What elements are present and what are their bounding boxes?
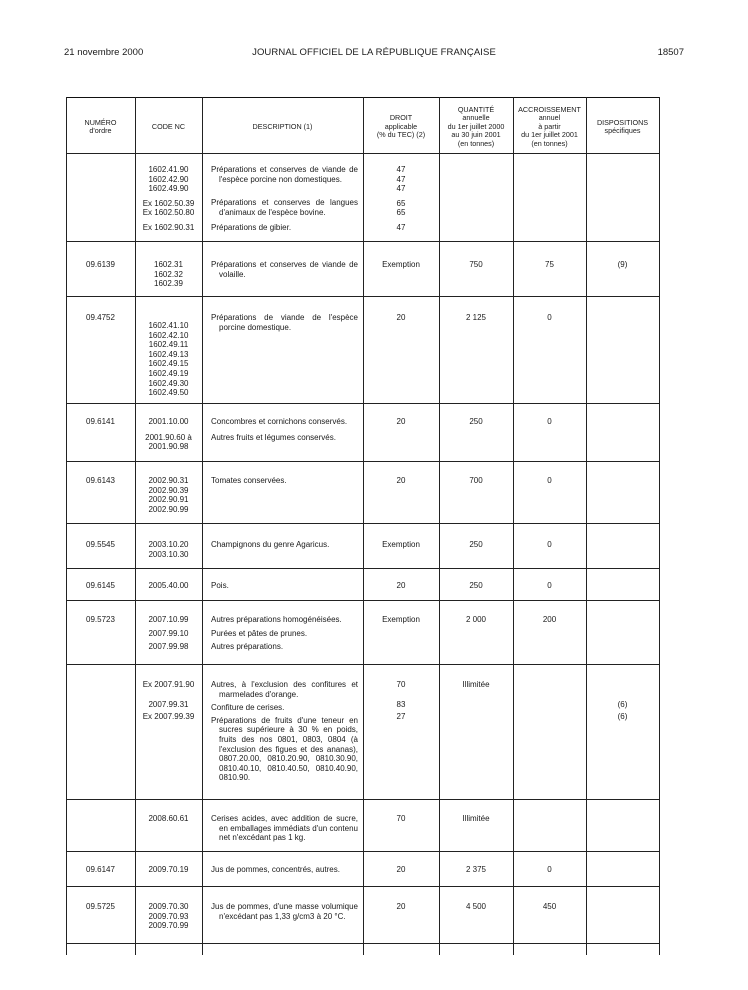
description-text: Autres préparations. [211,642,284,652]
droit-value: 20 [396,313,406,322]
table-row-codes [135,165,202,233]
description-text: Préparations de fruits d'une teneur en sucres supérieure à 30 % en poids, fruits des nos 0801, 0803, 0804 (à l'exclusion des figues et des ananas), 0807.20.00, 0810.20.90, 0810.30.90, 0810.40.10, 0810.40.50, 0810.40.90, 0810.90. [211,715,358,783]
description-text: Préparations et conserves de langues d'animaux de l'espèce bovine. [211,198,358,217]
dispositions-value: (9) [617,260,628,269]
header-label: d'ordre [89,126,112,135]
header-label: (en tonnes) [457,138,495,148]
table-row-description [211,313,358,332]
droit-value: 20 [396,476,406,485]
order-number: 09.5723 [86,615,115,624]
code-nc: 2002.90.39 [148,485,189,495]
table-row-description [211,476,358,486]
droit-value: 47 [396,165,406,174]
header-label: DISPOSITIONS [596,117,649,127]
code-nc: 1602.41.10 [148,321,189,330]
quantite-value: 750 [469,260,483,269]
header-label: du 1er juillet 2001 [521,130,578,140]
code-nc: 2001.10.00 [148,417,189,426]
quantite-value: Illimitée [462,680,490,689]
order-number: 09.6145 [86,581,115,590]
quantite-value: 250 [469,540,483,549]
table-row-description [211,615,358,652]
code-nc: 2002.90.91 [148,495,189,505]
description-text: Cerises acides, avec addition de sucre, en emballages immédiats d'un contenu net n'excédant pas 1 kg. [211,814,358,843]
description-text: Tomates conservées. [211,476,287,485]
quantite-value: 2 125 [465,313,487,322]
spacer [363,690,439,700]
column-border [439,97,440,955]
order-number: 09.6139 [86,260,115,269]
table-row-codes [135,680,202,722]
quantite-value: 4 500 [465,902,487,911]
accroissement-value: 75 [545,260,554,269]
code-nc: 2007.99.98 [148,642,189,652]
header-label: du 1er juillet 2000 [447,121,505,131]
header-numero [66,103,135,151]
code-nc: 1602.39 [154,279,183,289]
table-row-droits [363,680,439,722]
accroissement-value: 200 [542,615,557,624]
table-row-dispositions [586,680,659,722]
quantite-value: 2 000 [465,615,487,624]
description-text: Jus de pommes, d'une masse volumique n'excédant pas 1,33 g/cm3 à 20 °C. [211,902,358,921]
column-border [202,97,203,955]
header-label: annuel [538,113,561,123]
table-row-description [211,165,358,233]
header-label: DESCRIPTION (1) [252,121,313,131]
code-nc: 2003.10.30 [148,549,189,559]
table-row-codes [135,260,202,289]
header-label: DROIT [389,113,413,123]
code-nc: Ex 2007.99.39 [142,712,195,722]
code-nc: 1602.32 [154,269,183,279]
page-number: 18507 [657,47,684,58]
table-row-codes [135,615,202,652]
code-nc: 2007.10.99 [148,615,189,624]
spacer [135,690,202,700]
table-row-description [211,865,358,875]
accroissement-value: 0 [547,865,552,874]
column-border [66,97,67,955]
header-label: NUMÉRO [84,117,117,127]
description-text: Préparations et conserves de viande de volaille. [211,260,358,279]
code-nc: 2001.90.60 à [145,432,192,442]
droit-value: Exemption [382,260,420,269]
header-quantite [439,103,513,151]
code-nc: 2009.70.19 [148,865,189,874]
page-date: 21 novembre 2000 [64,47,144,58]
code-nc: 2002.90.31 [148,476,189,485]
accroissement-value: 0 [547,476,552,485]
spacer [586,680,659,700]
table-row-codes [135,540,202,559]
header-dispositions [586,103,659,151]
table-row-description [211,680,358,783]
description-text: Pois. [211,581,229,590]
code-nc: 2009.70.99 [148,921,189,931]
quantite-value: 250 [469,581,483,590]
description-text: Préparations et conserves de viande de l'espèce porcine non domestiques. [211,165,358,184]
table-row-droits [363,165,439,233]
droit-value: 20 [396,581,406,590]
code-nc: 2003.10.20 [148,540,189,549]
droit-value: 83 [396,699,406,709]
header-label: applicable [384,121,418,131]
code-nc: 1602.31 [154,260,183,269]
droit-value: Exemption [382,540,420,549]
code-nc: 1602.49.11 [148,340,189,350]
code-nc: 2009.70.30 [148,902,189,911]
code-nc: 1602.42.90 [148,174,189,184]
header-label: (% du TEC) (2) [376,130,426,140]
spacer [135,313,202,321]
header-label: CODE NC [151,121,186,131]
table-row-codes [135,902,202,931]
tariff-quota-table [66,97,659,955]
table-row-codes [135,313,202,398]
table-row-codes [135,476,202,514]
quantite-value: 250 [469,417,483,426]
droit-value: 27 [396,712,406,722]
dispositions-value: (6) [617,699,628,709]
accroissement-value: 0 [547,417,552,426]
header-label: annuelle [462,113,490,123]
code-nc: 1602.49.19 [148,368,189,378]
column-border [659,97,660,955]
order-number: 09.5545 [86,540,115,549]
droit-value: 20 [396,902,406,911]
accroissement-value: 450 [542,902,557,911]
code-nc: 1602.41.90 [148,165,189,174]
droit-value: 47 [396,184,406,194]
code-nc: 1602.49.30 [148,378,189,388]
droit-value: Exemption [382,615,420,624]
header-label: spécifiques [604,126,641,135]
order-number: 09.5725 [86,902,115,911]
code-nc: 1602.49.90 [148,184,189,194]
droit-value: 20 [396,417,406,426]
accroissement-value: 0 [547,581,552,590]
journal-title: JOURNAL OFFICIEL DE LA RÉPUBLIQUE FRANÇAISE [252,47,496,58]
droit-value: 70 [396,680,406,689]
code-nc: 2001.90.98 [148,442,189,452]
droit-value: 20 [396,865,406,874]
code-nc: 2009.70.93 [148,911,189,921]
header-accroissement [513,103,586,151]
description-text: Concombres et cornichons conservés. [211,417,348,426]
code-nc: 2008.60.61 [148,814,189,823]
description-text: Autres fruits et légumes conservés. [211,432,336,442]
code-nc: 2007.99.10 [148,628,189,638]
accroissement-value: 0 [547,540,552,549]
droit-value: 70 [396,814,406,823]
description-text: Autres, à l'exclusion des confitures et marmelades d'orange. [211,680,358,699]
droit-value: 65 [396,208,406,218]
code-nc: 2005.40.00 [148,581,189,590]
code-nc: Ex 1602.90.31 [142,222,195,232]
droit-value: 47 [396,174,406,184]
quantite-value: Illimitée [462,814,490,823]
description-text: Préparations de gibier. [211,223,292,233]
header-label: ACCROISSEMENT [518,104,581,114]
code-nc: Ex 1602.50.39 [142,198,195,208]
dispositions-value: (6) [617,712,628,722]
description-text: Jus de pommes, concentrés, autres. [211,865,340,874]
table-row-description [211,814,358,843]
description-text: Confiture de cerises. [211,703,285,713]
order-number: 09.6143 [86,476,115,485]
column-border [586,97,587,955]
header-label: au 30 juin 2001 [451,130,501,140]
header-label: à partir [538,121,561,131]
description-text: Purées et pâtes de prunes. [211,628,308,638]
code-nc: 1602.49.50 [148,388,189,398]
code-nc: Ex 2007.91.90 [142,680,195,689]
droit-value: 47 [396,222,406,232]
table-row-description [211,902,358,921]
header-droit [363,103,439,151]
order-number: 09.6147 [86,865,115,874]
column-border [513,97,514,955]
description-text: Préparations de viande de l'espèce porcine domestique. [211,313,358,332]
order-number: 09.4752 [86,313,115,322]
quantite-value: 700 [469,476,483,485]
header-description [202,103,363,151]
description-text: Autres préparations homogénéisées. [211,615,342,624]
header-label: (en tonnes) [531,138,568,148]
table-row-description [211,260,358,279]
description-text: Champignons du genre Agaricus. [211,540,330,549]
code-nc: 1602.42.10 [148,330,189,340]
table-row-codes [135,417,202,452]
code-nc: Ex 1602.50.80 [142,208,195,218]
code-nc: 1602.49.15 [148,359,189,369]
accroissement-value: 0 [547,313,552,322]
code-nc: 2007.99.31 [148,699,189,709]
table-row-description [211,417,358,442]
table-row-description [211,540,358,550]
droit-value: 65 [396,198,406,208]
order-number: 09.6141 [86,417,115,426]
header-label: QUANTITÉ [457,104,495,114]
code-nc: 2002.90.99 [148,504,189,514]
header-code-nc [135,103,202,151]
table-row-description [211,581,358,591]
code-nc: 1602.49.13 [148,349,189,359]
quantite-value: 2 375 [465,865,487,874]
